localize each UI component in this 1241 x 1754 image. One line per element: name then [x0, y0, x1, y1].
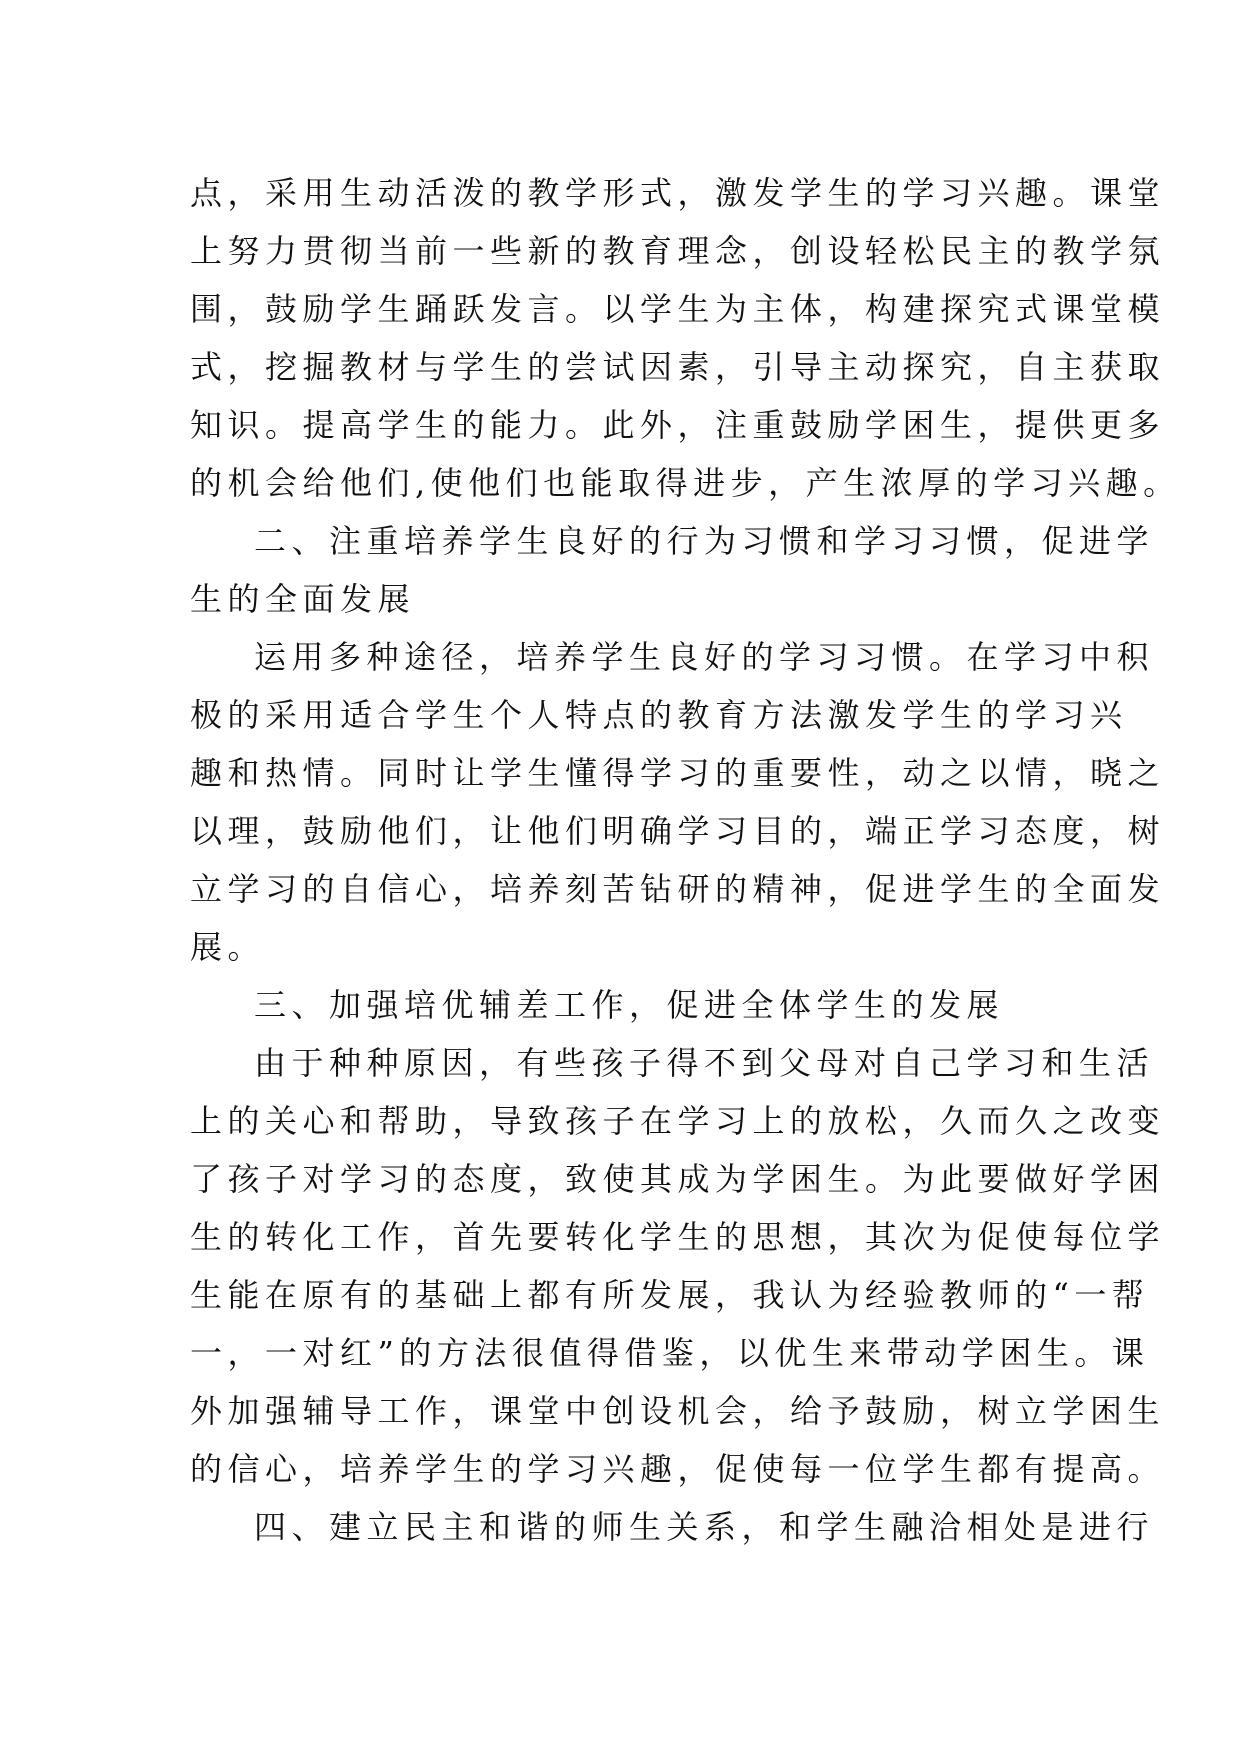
text-line: 点，采用生动活泼的教学形式，激发学生的学习兴趣。课堂: [190, 174, 1166, 212]
text-line: 的信心，培养学生的学习兴趣，促使每一位学生都有提高。: [190, 1450, 1166, 1488]
text-line: 生的转化工作，首先要转化学生的思想，其次为促使每位学: [190, 1218, 1166, 1256]
text-line: 了孩子对学习的态度，致使其成为学困生。为此要做好学困: [190, 1160, 1166, 1198]
text-line: 式，挖掘教材与学生的尝试因素，引导主动探究，自主获取: [190, 348, 1166, 386]
section-heading-2: 二、注重培养学生良好的行为习惯和学习习惯，促进学: [254, 522, 1155, 560]
text-line: 立学习的自信心，培养刻苦钻研的精神，促进学生的全面发: [190, 870, 1166, 908]
text-line: 由于种种原因，有些孩子得不到父母对自己学习和生活: [254, 1044, 1155, 1082]
text-line: 上努力贯彻当前一些新的教育理念，创设轻松民主的教学氛: [190, 232, 1166, 270]
text-line: 的机会给他们,使他们也能取得进步，产生浓厚的学习兴趣。: [190, 464, 1181, 502]
section-heading-4: 四、建立民主和谐的师生关系，和学生融洽相处是进行: [254, 1508, 1155, 1546]
text-line: 外加强辅导工作，课堂中创设机会，给予鼓励，树立学困生: [190, 1392, 1166, 1430]
text-line: 知识。提高学生的能力。此外，注重鼓励学困生，提供更多: [190, 406, 1166, 444]
text-line: 运用多种途径，培养学生良好的学习习惯。在学习中积: [254, 638, 1155, 676]
text-line: 围，鼓励学生踊跃发言。以学生为主体，构建探究式课堂模: [190, 290, 1166, 328]
section-heading-2-cont: 生的全面发展: [190, 580, 416, 618]
section-heading-3: 三、加强培优辅差工作，促进全体学生的发展: [254, 986, 1005, 1024]
text-line: 以理，鼓励他们，让他们明确学习目的，端正学习态度，树: [190, 812, 1166, 850]
text-line: 趣和热情。同时让学生懂得学习的重要性，动之以情，晓之: [190, 754, 1166, 792]
text-line: 展。: [190, 928, 266, 966]
text-line: 极的采用适合学生个人特点的教育方法激发学生的学习兴: [190, 696, 1128, 734]
text-line: 生能在原有的基础上都有所发展，我认为经验教师的“一帮: [190, 1276, 1150, 1314]
text-line: 上的关心和帮助，导致孩子在学习上的放松，久而久之改变: [190, 1102, 1166, 1140]
text-line: 一，一对红”的方法很值得借鉴，以优生来带动学困生。课: [190, 1334, 1150, 1372]
document-body: [190, 164, 1181, 1556]
